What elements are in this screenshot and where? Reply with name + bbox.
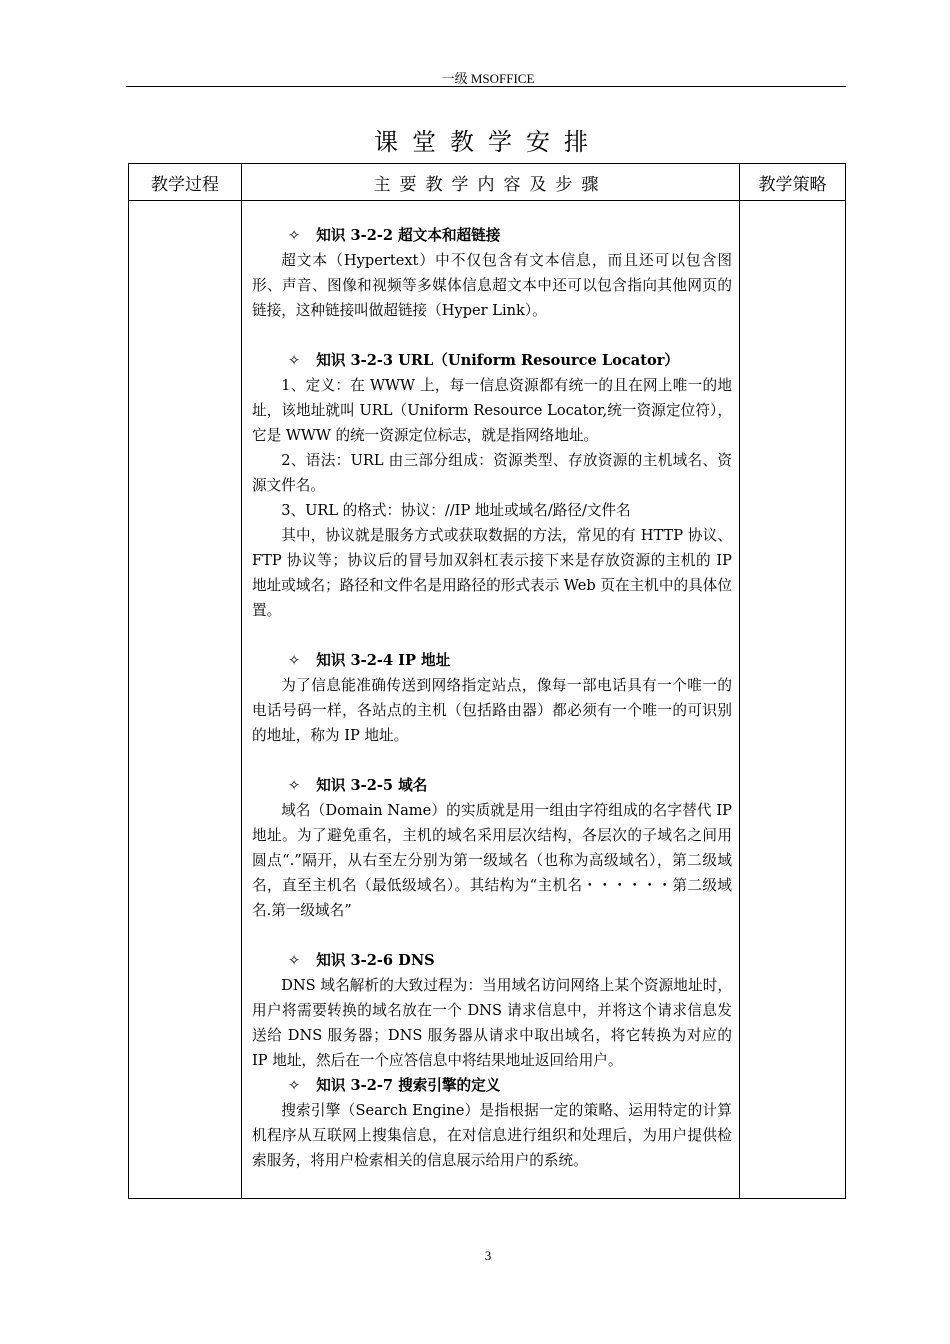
section-heading-text: 知识 3-2-5 域名 <box>316 777 428 794</box>
content-area <box>242 201 739 1173</box>
page-number: 3 <box>484 1248 492 1263</box>
diamond-bullet-icon: ✧ <box>288 352 301 369</box>
table-body-row <box>129 201 846 1199</box>
section-heading <box>252 223 732 248</box>
section-paragraph: 为了信息能准确传送到网络指定站点，像每一部电话具有一个唯一的电话号码一样，各站点的主机（包括路由器）都必须有一个唯一的可识别的地址，称为 IP 地址。 <box>252 677 732 744</box>
diamond-bullet-icon: ✧ <box>288 1077 301 1094</box>
section-paragraph: 搜索引擎（Search Engine）是指根据一定的策略、运用特定的计算机程序从互联网上搜集信息，在对信息进行组织和处理后，为用户提供检索服务，将用户检索相关的信息展示给用户的系统。 <box>252 1102 732 1169</box>
section-paragraph: DNS 域名解析的大致过程为：当用域名访问网络上某个资源地址时，用户将需要转换的域名放在一个 DNS 请求信息中，并将这个请求信息发送给 DNS 服务器；DNS 服务器从请求中取出域名，将它转换为对应的 IP 地址，然后在一个应答信息中将结果地址返回给用户。 <box>252 977 732 1069</box>
section-heading <box>252 948 732 973</box>
content-cell <box>242 201 740 1199</box>
section-paragraph: 超文本（Hypertext）中不仅包含有文本信息，而且还可以包含图形、声音、图像和视频等多媒体信息超文本中还可以包含指向其他网页的链接，这种链接叫做超链接（Hyper Link）。 <box>252 252 732 319</box>
section-heading <box>252 773 732 798</box>
diamond-bullet-icon: ✧ <box>288 777 301 794</box>
section-heading-text: 知识 3-2-4 IP 地址 <box>316 652 451 669</box>
document-title: 课堂教学安排 <box>374 128 602 156</box>
knowledge-section <box>252 648 732 748</box>
section-paragraph: 1、定义：在 WWW 上，每一信息资源都有统一的且在网上唯一的地址，该地址就叫 URL（Uniform Resource Locator,统一资源定位符），它是 WWW 的统一资源定位标志，就是指网络地址。 <box>252 377 732 444</box>
section-paragraph: 其中，协议就是服务方式或获取数据的方法，常见的有 HTTP 协议、FTP 协议等；协议后的冒号加双斜杠表示接下来是存放资源的主机的 IP 地址或域名；路径和文件名是用路径的形式表示 Web 页在主机中的具体位置。 <box>252 527 732 619</box>
section-paragraph: 2、语法：URL 由三部分组成：资源类型、存放资源的主机域名、资源文件名。 <box>252 452 732 494</box>
section-heading-text: 知识 3-2-3 URL（Uniform Resource Locator） <box>316 352 679 369</box>
knowledge-section <box>252 223 732 323</box>
knowledge-section <box>252 948 732 1073</box>
strategy-cell <box>740 201 846 1199</box>
section-heading-text: 知识 3-2-2 超文本和超链接 <box>316 227 501 244</box>
section-paragraph: 域名（Domain Name）的实质就是用一组由字符组成的名字替代 IP 地址。为了避免重名，主机的域名采用层次结构，各层次的子域名之间用圆点“.”隔开，从右至左分别为第一级域名（也称为高级域名），第二级域名，直至主机名（最低级域名）。其结构为“主机名・・・・・・第二级域名.第一级域名” <box>252 802 732 919</box>
section-heading-text: 知识 3-2-6 DNS <box>316 952 435 969</box>
knowledge-section <box>252 1073 732 1173</box>
knowledge-section <box>252 773 732 923</box>
page-header: 一级 MSOFFICE <box>441 71 535 86</box>
section-heading <box>252 648 732 673</box>
section-heading <box>252 348 732 373</box>
section-heading-text: 知识 3-2-7 搜索引擎的定义 <box>316 1077 501 1094</box>
column-header-process: 教学过程 <box>129 164 242 201</box>
column-header-content: 主要教学内容及步骤 <box>242 164 740 201</box>
column-header-strategy: 教学策略 <box>740 164 846 201</box>
header-rule <box>126 86 846 87</box>
table-header-row <box>129 164 846 201</box>
knowledge-section <box>252 348 732 623</box>
section-paragraph: 3、URL 的格式：协议：//IP 地址或域名/路径/文件名 <box>281 502 631 519</box>
section-heading <box>252 1073 732 1098</box>
diamond-bullet-icon: ✧ <box>288 652 301 669</box>
process-cell <box>129 201 242 1199</box>
diamond-bullet-icon: ✧ <box>288 227 301 244</box>
lesson-plan-table <box>128 163 846 1199</box>
diamond-bullet-icon: ✧ <box>288 952 301 969</box>
